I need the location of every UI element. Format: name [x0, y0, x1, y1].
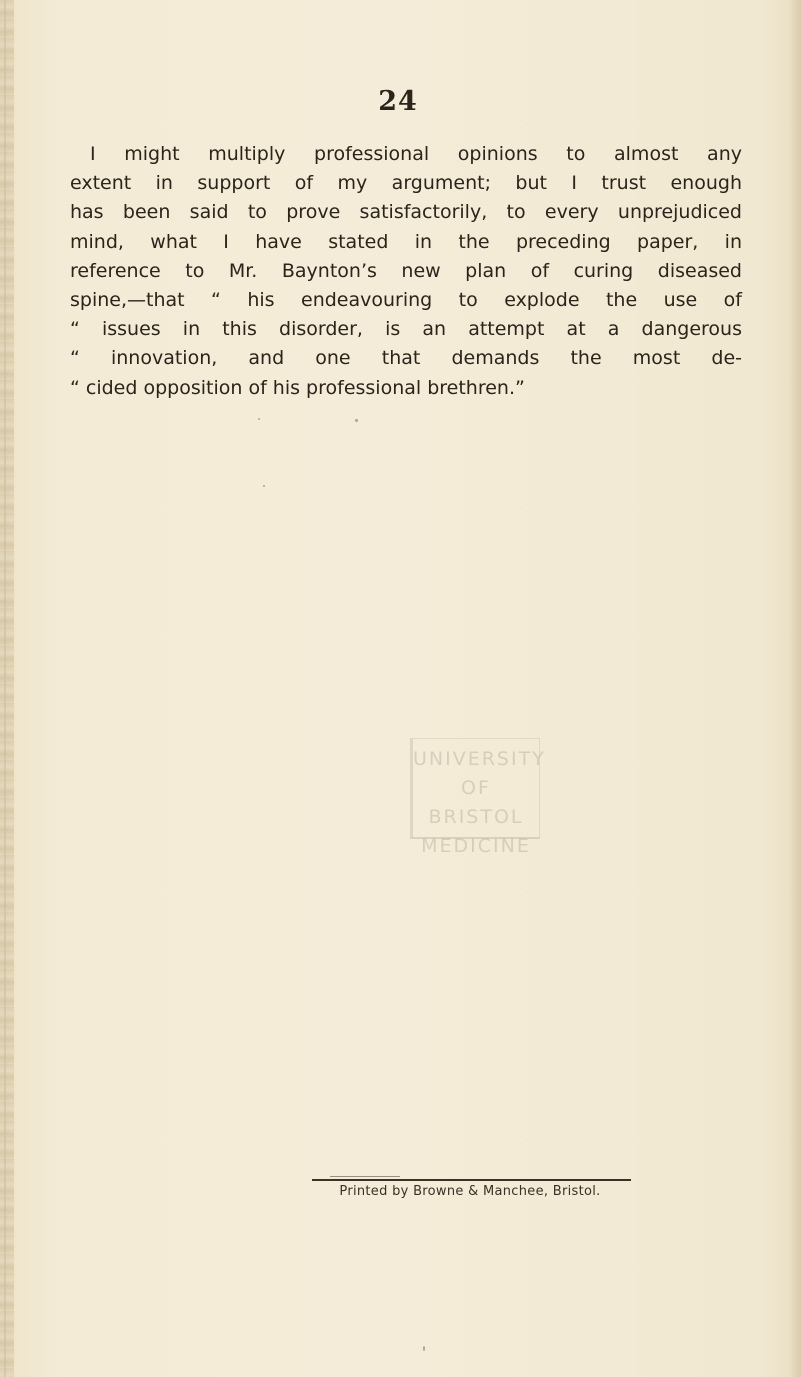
ink-speck	[423, 1346, 425, 1351]
library-stamp	[410, 738, 546, 857]
stamp-line: MEDICINE	[421, 835, 531, 857]
text-line: “ issues in this disorder, is an attempt at a dangerous	[70, 318, 742, 341]
text-line: extent in support of my argument; but I trust enough	[70, 172, 742, 195]
text-line: spine,—that “ his endeavouring to explode the use of	[70, 289, 742, 312]
page-edge-shadow	[789, 0, 801, 1377]
body-paragraph	[70, 140, 742, 403]
text-line: “ innovation, and one that demands the most de-	[70, 347, 742, 370]
text-line: reference to Mr. Baynton’s new plan of curing diseased	[70, 259, 742, 282]
ink-speck	[258, 418, 260, 420]
page-number: 24	[378, 86, 418, 117]
rule-shadow	[330, 1176, 400, 1177]
ink-speck	[263, 485, 265, 487]
binding-edge	[0, 0, 14, 1377]
stamp-line: OF BRISTOL	[428, 777, 524, 828]
stamp-line: UNIVERSITY	[413, 748, 546, 770]
ink-speck	[355, 419, 358, 422]
text-line: I might multiply professional opinions to almost any	[90, 143, 742, 165]
text-line: mind, what I have stated in the preceding paper, in	[70, 230, 742, 253]
imprint-rule	[312, 1179, 631, 1181]
text-line: has been said to prove satisfactorily, to every unprejudiced	[70, 201, 742, 224]
printer-imprint: Printed by Browne & Manchee, Bristol.	[339, 1184, 601, 1199]
text-line: “ cided opposition of his professional brethren.”	[70, 376, 525, 399]
